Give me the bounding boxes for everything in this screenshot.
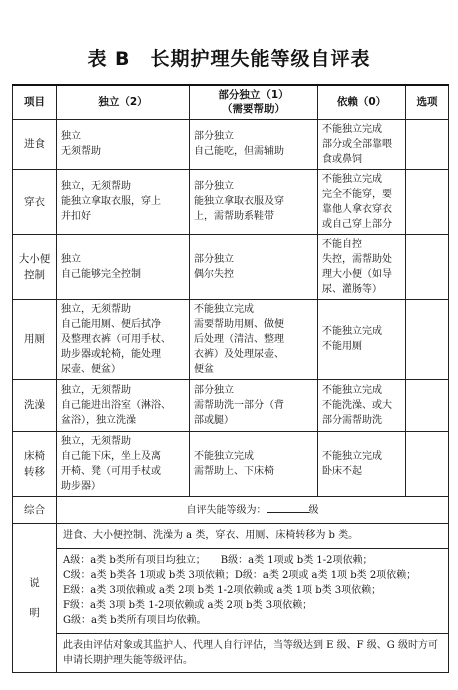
header-partial-line1: 部分独立（1） <box>218 89 289 102</box>
dependent-cell-line: 不能独立完成 <box>322 450 382 462</box>
independent-cell <box>57 379 190 431</box>
option-cell[interactable] <box>406 431 449 496</box>
option-cell[interactable] <box>406 299 449 379</box>
dependent-cell-line: 不能独立完成 <box>322 326 382 337</box>
table-row <box>13 379 449 431</box>
dependent-cell-line: 不能独立完成 <box>322 123 382 135</box>
notes-label-char: 明 <box>29 606 40 619</box>
independent-cell-line: 无须帮助 <box>61 146 101 157</box>
independent-cell <box>57 234 190 299</box>
independent-cell <box>57 119 190 169</box>
independent-cell-line: 自己能下床，坐上及离 <box>61 450 161 462</box>
dependent-cell-line: 理大小便（如导 <box>322 268 392 280</box>
partial-cell-line: 需帮助上、下床椅 <box>194 465 274 477</box>
item-label <box>13 431 57 496</box>
independent-cell-line: 盆浴），独立洗澡 <box>61 414 136 426</box>
self-assessment-table <box>12 84 449 673</box>
dependent-cell-line: 食或鼻饲 <box>322 153 362 165</box>
independent-cell-line: 自己能够完全控制 <box>61 268 141 280</box>
item-label <box>13 119 57 169</box>
option-cell[interactable] <box>406 119 449 169</box>
independent-cell-line: 及整理衣裤（可用手杖、 <box>61 333 171 345</box>
notes-grades <box>63 553 442 628</box>
partial-cell-line: 便盆 <box>194 363 214 375</box>
independent-cell-line: 自己能用厕、便后拭净 <box>61 318 161 330</box>
partial-cell <box>190 299 318 379</box>
item-label-line: 转移 <box>24 465 45 478</box>
header-option: 选项 <box>406 85 449 119</box>
independent-cell-line: 独立，无须帮助 <box>61 435 131 447</box>
partial-cell-line: 后处理（清洁、整理 <box>194 333 284 345</box>
partial-cell-line: 自己能吃，但需辅助 <box>194 146 284 157</box>
independent-cell-line: 助步器） <box>61 480 101 492</box>
partial-cell-line: 部分独立 <box>194 131 234 142</box>
dependent-cell-line: 不能独立完成 <box>322 384 382 396</box>
partial-cell <box>190 379 318 431</box>
summary-unit: 级 <box>308 505 319 516</box>
item-label-line: 用厕 <box>24 333 45 345</box>
dependent-cell-line: 不能洗澡、或大 <box>322 399 392 411</box>
independent-cell-line: 独立，无须帮助 <box>61 181 131 192</box>
notes-intro: 进食、大小便控制、洗澡为 a 类，穿衣、用厕、床椅转移为 b 类。 <box>63 529 359 541</box>
item-label-line: 床椅 <box>24 449 45 462</box>
partial-cell <box>190 119 318 169</box>
partial-cell-line: 不能独立完成 <box>194 450 254 462</box>
dependent-cell-line: 完全不能穿，要 <box>322 188 392 200</box>
independent-cell-line: 助步器或轮椅，能处理 <box>61 348 161 360</box>
header-partial <box>190 85 318 119</box>
notes-cell <box>57 523 449 672</box>
item-label <box>13 379 57 431</box>
partial-cell-line: 部分独立 <box>194 384 234 396</box>
partial-cell-line: 部分独立 <box>194 253 234 265</box>
grade-blank-field[interactable] <box>267 501 309 513</box>
notes-footer: 此表由评估对象或其监护人、代理人自行评估，当等级达到 E 级、F 级、G 级时方可申请长期护理失能等级评估。 <box>63 639 438 666</box>
grade-line: A级：a类 b类所有项目均独立； B级：a类 1项或 b类 1-2项依赖； <box>63 554 373 566</box>
option-cell[interactable] <box>406 234 449 299</box>
header-partial-line2: （需要帮助） <box>222 103 285 116</box>
dependent-cell <box>318 234 406 299</box>
dependent-cell-line: 不能用厕 <box>322 341 362 352</box>
independent-cell-line: 独立，无须帮助 <box>61 303 131 315</box>
page-title: 表 B 长期护理失能等级自评表 <box>87 48 371 70</box>
item-label <box>13 234 57 299</box>
dependent-cell-line: 失控，需帮助处 <box>322 253 392 265</box>
table-row <box>13 119 449 169</box>
summary-cell <box>57 496 449 523</box>
dependent-cell-line: 部分或全部靠喂 <box>322 138 392 150</box>
item-label-line: 洗澡 <box>24 399 45 411</box>
header-independent: 独立（2） <box>57 85 190 119</box>
dependent-cell-line: 不能自控 <box>322 238 362 250</box>
partial-cell-line: 部分独立 <box>194 181 234 192</box>
independent-cell-line: 尿壶、便盆） <box>61 363 121 375</box>
independent-cell-line: 能独立拿取衣服，穿上 <box>61 196 161 207</box>
partial-cell <box>190 431 318 496</box>
independent-cell-line: 独立 <box>61 131 81 142</box>
notes-label <box>13 523 57 672</box>
dependent-cell-line: 卧床不起 <box>322 465 362 477</box>
summary-row <box>13 496 449 523</box>
partial-cell-line: 部或腿） <box>194 414 234 426</box>
dependent-cell <box>318 169 406 234</box>
partial-cell-line: 衣裤）及处理尿壶、 <box>194 348 284 360</box>
header-dependent: 依赖（0） <box>318 85 406 119</box>
independent-cell <box>57 299 190 379</box>
summary-text: 自评失能等级为： <box>186 505 267 516</box>
dependent-cell-line: 或自己穿上部分 <box>322 218 392 230</box>
table-row <box>13 169 449 234</box>
option-cell[interactable] <box>406 379 449 431</box>
dependent-cell <box>318 119 406 169</box>
item-label-line: 控制 <box>24 268 45 281</box>
grade-line: G级：a类 b类所有项目均依赖。 <box>63 614 207 626</box>
grade-line: F级：a类 3项 b类 1-2项依赖或 a类 2项 b类 3项依赖； <box>63 599 313 611</box>
notes-row <box>13 523 449 672</box>
dependent-cell-line: 尿、灌肠等） <box>322 283 382 295</box>
independent-cell <box>57 431 190 496</box>
grade-line: E级：a类 3项依赖或 a类 2项 b类 1-2项依赖或 a类 1项 b类 3项依赖； <box>63 584 382 596</box>
partial-cell <box>190 169 318 234</box>
independent-cell-line: 自己能进出浴室（淋浴、 <box>61 399 171 411</box>
header-row <box>13 85 449 119</box>
notes-label-char: 说 <box>29 576 40 589</box>
partial-cell-line: 能独立拿取衣服及穿 <box>194 196 284 207</box>
independent-cell <box>57 169 190 234</box>
partial-cell-line: 上，需帮助系鞋带 <box>194 211 274 222</box>
partial-cell-line: 需要帮助用厕、做便 <box>194 318 284 330</box>
item-label <box>13 169 57 234</box>
grade-line: C级：a类 b类各 1项或 b类 3项依赖；D级：a类 2项或 a类 1项 b类 2项依赖； <box>63 569 417 581</box>
item-label-line: 进食 <box>24 138 45 150</box>
dependent-cell <box>318 299 406 379</box>
independent-cell-line: 开椅、凳（可用手杖或 <box>61 465 161 477</box>
table-row <box>13 431 449 496</box>
table-row <box>13 234 449 299</box>
option-cell[interactable] <box>406 169 449 234</box>
independent-cell-line: 并扣好 <box>61 211 91 222</box>
independent-cell-line: 独立 <box>61 253 81 265</box>
partial-cell <box>190 234 318 299</box>
summary-label: 综合 <box>13 496 57 523</box>
header-item: 项目 <box>13 85 57 119</box>
dependent-cell <box>318 431 406 496</box>
table-row <box>13 299 449 379</box>
partial-cell-line: 偶尔失控 <box>194 268 234 280</box>
dependent-cell-line: 靠他人拿衣穿衣 <box>322 203 392 215</box>
dependent-cell-line: 不能独立完成 <box>322 173 382 185</box>
item-label-line: 大小便 <box>18 252 51 265</box>
independent-cell-line: 独立，无须帮助 <box>61 384 131 396</box>
partial-cell-line: 不能独立完成 <box>194 303 254 315</box>
item-label <box>13 299 57 379</box>
dependent-cell-line: 部分需帮助洗 <box>322 414 382 426</box>
item-label-line: 穿衣 <box>24 195 45 208</box>
partial-cell-line: 需帮助洗一部分（背 <box>194 399 284 411</box>
dependent-cell <box>318 379 406 431</box>
